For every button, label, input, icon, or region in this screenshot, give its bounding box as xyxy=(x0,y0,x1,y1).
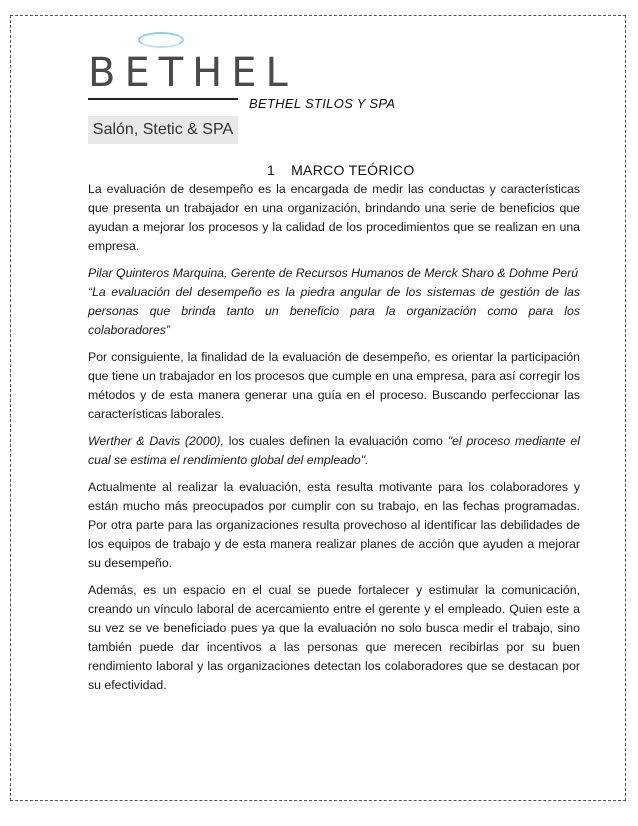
section-heading xyxy=(267,162,415,178)
paragraph-intro: La evaluación de desempeño es la encargada de medir las conductas y características que presenta un trabajador en una organización, brindando una serie de beneficios que ayudan a mejorar los procesos y la calidad de los procedimientos que se realizan en una empresa. xyxy=(88,182,580,253)
logo-brand: BETHEL xyxy=(88,50,297,96)
citation-text: los cuales definen la evaluación como xyxy=(223,434,448,448)
halo-icon xyxy=(138,32,184,48)
company-logo xyxy=(88,32,297,138)
quote-text: “La evaluación del desempeño es la piedra angular de los sistemas de gestión de las personas que brinda tanto un beneficio para la organización como para los colaboradores” xyxy=(88,285,580,337)
paragraph-purpose: Por consiguiente, la finalidad de la evaluación de desempeño, es orientar la participación que tiene un trabajador en los procesos que cumple en una empresa, para así corregir los métodos y de esta manera generar una guía en el proceso. Buscando perfeccionar las características laborales. xyxy=(88,350,580,421)
paragraph-motivation: Actualmente al realizar la evaluación, esta resulta motivante para los colaboradores y están mucho más preocupados por cumplir con su trabajo, en las fechas programadas. Por otra parte para las organizaciones resulta provechoso al identificar las debilidades de los equipos de trabajo y de esta manera realizar planes de acción que ayuden a mejorar su desempeño. xyxy=(88,480,580,570)
section-title: MARCO TEÓRICO xyxy=(291,162,415,178)
section-number: 1 xyxy=(267,162,276,178)
citation-quote: "el proceso mediante el cual se estima el rendimiento global del empleado". xyxy=(88,434,580,467)
logo-tagline: Salón, Stetic & SPA xyxy=(88,116,238,144)
citation: Werther & Davis (2000), xyxy=(88,434,224,448)
paragraph-communication: Además, es un espacio en el cual se puede fortalecer y estimular la comunicación, creando un vínculo laboral de acercamiento entre el gerente y el empleado. Quien este a su vez se ve beneficiado pues ya que la evaluación no solo busca medir el trabajo, sino también puede dar incentivos a las personas que merecen recibirlas por su buen rendimiento laboral y las organizaciones detectan los colaboradores que se destacan por su efectividad. xyxy=(88,583,580,692)
quote-attribution: Pilar Quinteros Marquina, Gerente de Recursos Humanos de Merck Sharo & Dohme Perú xyxy=(88,266,579,280)
document-body xyxy=(88,180,580,703)
paragraph-werther xyxy=(88,432,580,470)
logo-divider xyxy=(88,98,238,100)
company-name: BETHEL STILOS Y SPA xyxy=(249,96,396,111)
